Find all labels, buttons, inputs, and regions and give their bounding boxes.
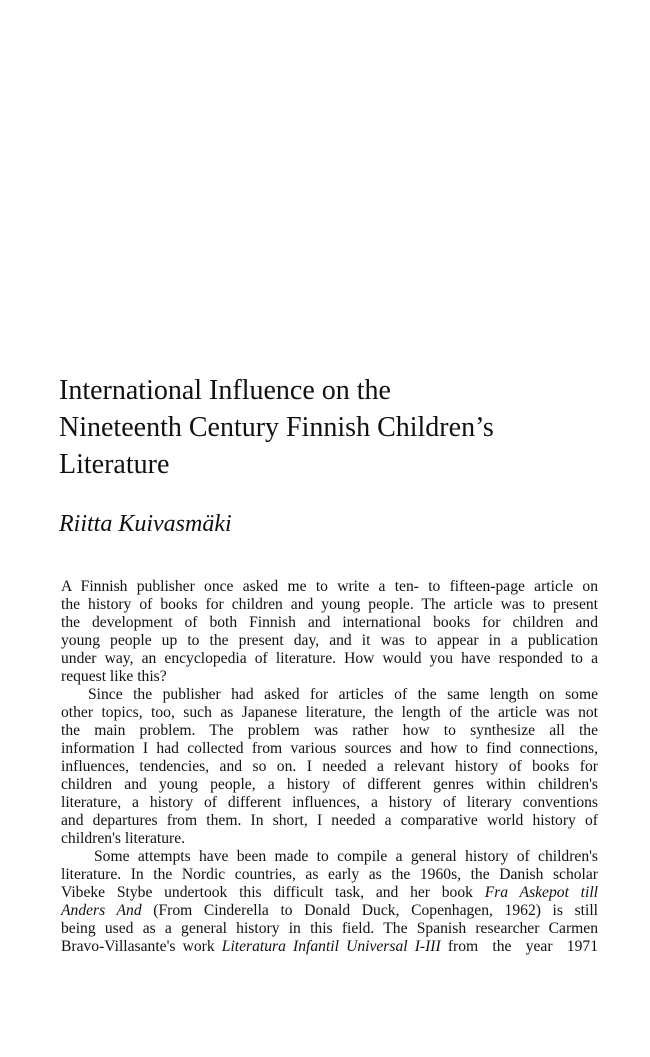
title-line: Literature <box>59 449 170 480</box>
text-line: Some attempts have been made to compile a general history of children's <box>94 848 598 865</box>
text-segment: Bravo-Villasante's work <box>61 938 222 955</box>
text-line: children and young people, a history of different genres within children's <box>61 776 598 793</box>
book-title-italic: Fra Askepot till <box>484 884 598 901</box>
title-line: International Influence on the <box>59 375 391 406</box>
text-line: children's literature. <box>61 830 186 847</box>
text-line: A Finnish publisher once asked me to write a ten- to fifteen-page article on <box>61 578 598 595</box>
paragraph <box>61 578 598 686</box>
text-line: young people up to the present day, and it was to appear in a publication <box>61 632 598 649</box>
book-title-italic: Literatura Infantil Universal I-III <box>221 938 441 955</box>
text-line: Since the publisher had asked for articles of the same length on some <box>88 686 598 703</box>
article-body <box>61 578 598 956</box>
title-line: Nineteenth Century Finnish Children’s <box>59 412 494 443</box>
author-name: Riitta Kuivasmäki <box>59 511 232 537</box>
text-line: the main problem. The problem was rather how to synthesize all the <box>61 722 598 739</box>
text-segment: (From Cinderella to Donald Duck, Copenhagen, 1962) is still <box>141 902 598 919</box>
text-line: information I had collected from various sources and how to find connections, <box>61 740 598 757</box>
text-line: influences, tendencies, and so on. I needed a relevant history of books for <box>61 758 598 775</box>
paragraph <box>61 686 598 848</box>
text-line <box>61 884 598 902</box>
text-line: the history of books for children and young people. The article was to present <box>61 596 598 613</box>
paragraph <box>61 848 598 956</box>
text-line: other topics, too, such as Japanese literature, the length of the article was not <box>61 704 598 721</box>
book-title-italic: Anders And <box>61 902 142 919</box>
text-line: the development of both Finnish and international books for children and <box>61 614 598 631</box>
text-line: literature, a history of different influences, a history of literary conventions <box>61 794 598 811</box>
text-line: and departures from them. In short, I needed a comparative world history of <box>61 812 598 829</box>
text-line <box>61 938 598 956</box>
text-line <box>61 902 598 920</box>
text-line: being used as a general history in this field. The Spanish researcher Carmen <box>61 920 598 937</box>
text-line: under way, an encyclopedia of literature. How would you have responded to a <box>61 650 598 667</box>
text-segment: from the year 1971 <box>440 938 598 955</box>
text-line: literature. In the Nordic countries, as early as the 1960s, the Danish scholar <box>61 866 598 883</box>
text-segment: Vibeke Stybe undertook this difficult task, and her book <box>61 884 473 901</box>
article-title <box>59 372 629 483</box>
text-line: request like this? <box>61 668 167 685</box>
